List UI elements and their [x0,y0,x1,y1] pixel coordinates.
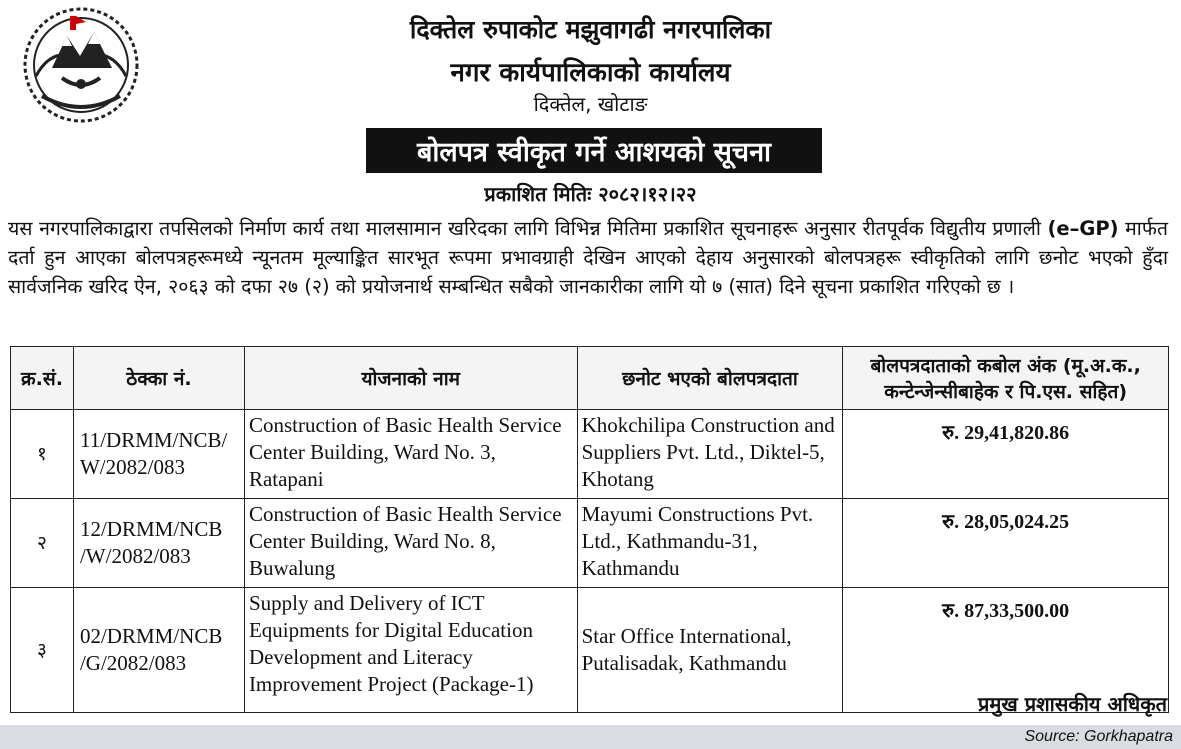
row-project-name: Construction of Basic Health Service Center Building, Ward No. 3, Ratapani [244,410,577,499]
row-project-name: Construction of Basic Health Service Center Building, Ward No. 8, Buwalung [244,499,577,588]
row-bid-amount: रु. 28,05,024.25 [843,499,1169,588]
header-bid-amount-line1: बोलपत्रदाताको कबोल अंक (मू.अ.क., [870,355,1141,377]
header-selected-bidder: छनोट भएको बोलपत्रदाता [577,347,843,410]
awarded-bids-table [10,346,1169,713]
row-bidder: Star Office International, Putalisadak, Kathmandu [577,588,843,713]
header-project-name: योजनाको नाम [244,347,577,410]
office-name: नगर कार्यपालिकाको कार्यालय [450,58,731,88]
table-header-row [11,347,1169,410]
egp-label: (e–GP) [1047,217,1119,240]
row-bidder: Mayumi Constructions Pvt. Ltd., Kathmandu-31, Kathmandu [577,499,843,588]
row-serial: ३ [11,588,74,713]
table-row [11,410,1169,499]
row-serial: २ [11,499,74,588]
header-bid-amount [843,347,1169,410]
header-contract-no: ठेक्का नं. [73,347,244,410]
notice-body [8,214,1168,301]
signatory-title: प्रमुख प्रशासकीय अधिकृत [978,692,1167,716]
table-row [11,499,1169,588]
header-bid-amount-line2: कन्टेन्जेन्सीबाहेक र पि.एस. सहित) [884,381,1128,403]
row-bid-amount: रु. 87,33,500.00 [843,588,1169,713]
row-contract-no: 12/DRMM/NCB /W/2082/083 [73,499,244,588]
notice-body-part2: मार्फत दर्ता हुन आएका बोलपत्रहरूमध्ये न्यूनतम मूल्याङ्कित सारभूत रूपमा प्रभावग्राही देखिन आएको देहाय अनुसारको बोलपत्रहरू स्वीकृतिको लागि छनोट भएको हुँदा सार्वजनिक खरिद ऐन, २०६३ को दफा २७ (२) को प्रयोजनार्थ सम्बन्धित सबैको जानकारीका लागि यो ७ (सात) दिने सूचना प्रकाशित गरिएको छ । [8,217,1169,298]
row-project-name: Supply and Delivery of ICT Equipments for Digital Education Development and Literacy Improvement Project (Package-1) [244,588,577,713]
source-credit: Source: Gorkhapatra [1024,728,1173,745]
municipality-name: दिक्तेल रुपाकोट मझुवागढी नगरपालिका [409,15,772,44]
published-date: प्रकाशित मितिः २०८२।१२।२२ [484,182,697,206]
office-address: दिक्तेल, खोटाङ [533,92,648,116]
row-serial: १ [11,410,74,499]
row-contract-no: 11/DRMM/NCB/ W/2082/083 [73,410,244,499]
source-bar [0,725,1181,749]
notice-body-part1: यस नगरपालिकाद्वारा तपसिलको निर्माण कार्य तथा मालसामान खरिदका लागि विभिन्न मितिमा प्रकाशित सूचनाहरू अनुसार रीतपूर्वक विद्युतीय प्रणाली [8,217,1048,240]
header-serial: क्र.सं. [11,347,74,410]
row-bidder: Khokchilipa Construction and Suppliers Pvt. Ltd., Diktel-5, Khotang [577,410,843,499]
row-contract-no: 02/DRMM/NCB /G/2082/083 [73,588,244,713]
row-bid-amount: रु. 29,41,820.86 [843,410,1169,499]
notice-title: बोलपत्र स्वीकृत गर्ने आशयको सूचना [366,128,822,173]
